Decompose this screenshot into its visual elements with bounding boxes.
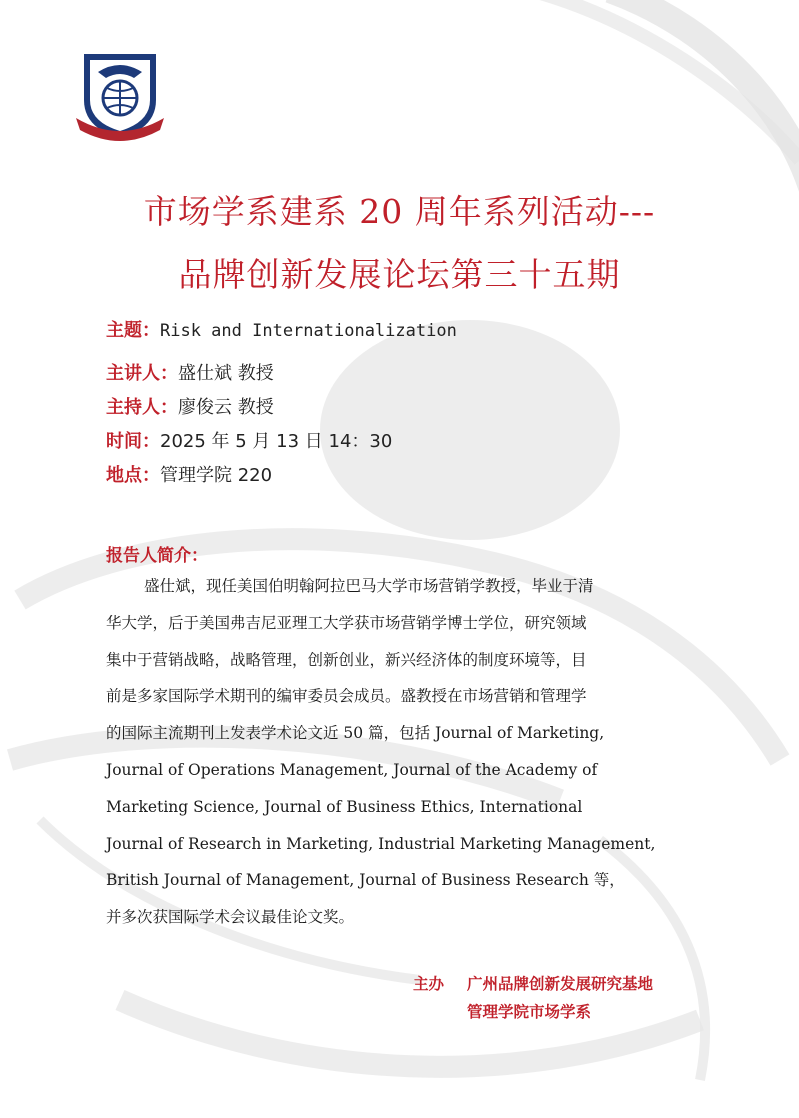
topic-value: Risk and Internationalization — [160, 321, 457, 341]
bio-line: 华大学，后于美国弗吉尼亚理工大学获市场营销学博士学位，研究领域 — [106, 613, 587, 632]
place-label: 地点： — [106, 465, 160, 486]
bio-line: 盛仕斌，现任美国伯明翰阿拉巴马大学市场营销学教授，毕业于清 — [144, 577, 594, 595]
bio-line: 并多次获国际学术会议最佳论文奖。 — [106, 908, 355, 927]
speaker-value: 盛仕斌 教授 — [178, 363, 274, 384]
place-value: 管理学院 220 — [160, 465, 273, 486]
bio-line: Marketing Science, Journal of Business Ethics, International — [106, 797, 583, 816]
bio-line: Journal of Research in Marketing, Industrial Marketing Management, — [106, 834, 656, 853]
topic-row — [106, 319, 457, 343]
poster-title-line1: 市场学系建系 20 周年系列活动--- — [143, 192, 656, 231]
organizer-name-1: 广州品牌创新发展研究基地 — [467, 975, 654, 993]
university-logo — [70, 48, 170, 144]
bio-line: 集中于营销战略，战略管理，创新创业，新兴经济体的制度环境等，目 — [106, 650, 587, 669]
poster-title-line2: 品牌创新发展论坛第三十五期 — [178, 255, 621, 294]
speaker-label: 主讲人： — [106, 363, 178, 384]
place-row — [106, 464, 272, 488]
bio-line: British Journal of Management, Journal of Business Research 等， — [106, 871, 625, 890]
organizer-name-2: 管理学院市场学系 — [467, 1003, 592, 1021]
bio-paragraph — [106, 568, 694, 936]
host-label: 主持人： — [106, 397, 178, 418]
time-value: 2025 年 5 月 13 日 14：30 — [160, 431, 393, 452]
bio-line: 的国际主流期刊上发表学术论文近 50 篇，包括 Journal of Marketing, — [106, 724, 605, 743]
bio-line: 前是多家国际学术期刊的编审委员会成员。盛教授在市场营销和管理学 — [106, 687, 587, 706]
time-row — [106, 430, 392, 454]
topic-label: 主题： — [106, 320, 160, 341]
time-label: 时间： — [106, 431, 160, 452]
host-value: 廖俊云 教授 — [178, 397, 274, 418]
speaker-row — [106, 362, 274, 386]
bio-line: Journal of Operations Management, Journal of the Academy of — [106, 760, 598, 779]
organizer-label: 主办 — [413, 975, 445, 993]
host-row — [106, 396, 274, 420]
bio-heading: 报告人简介： — [106, 546, 208, 566]
